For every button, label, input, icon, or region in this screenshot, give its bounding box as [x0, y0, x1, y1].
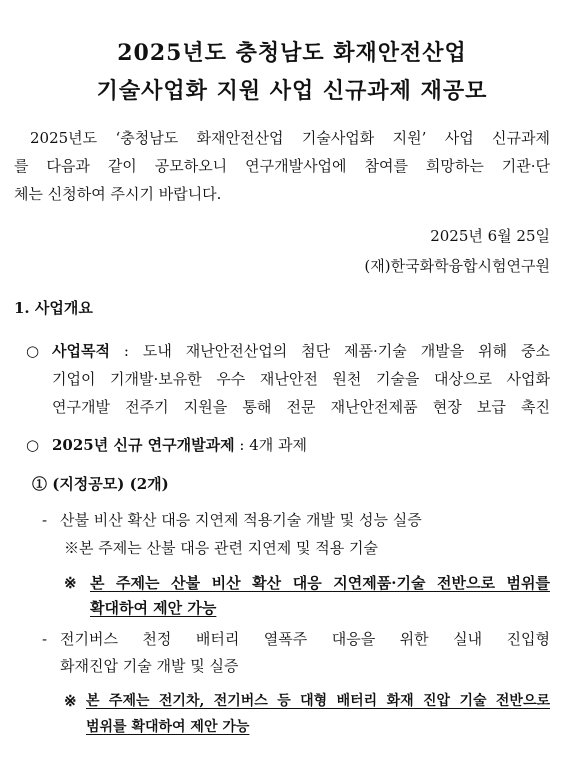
- item2-emphasis-line-1: 본 주제는 전기차, 전기버스 등 대형 배터리 화재 진압 기술 전반으로: [86, 693, 550, 709]
- item2-emphasis-line-2: 범위를 확대하여 제안 가능: [86, 719, 250, 735]
- tasks-line: [52, 435, 307, 455]
- purpose-text: : 도내 재난안전산업의 첨단 제품·기술 개발을 위해 중소: [109, 342, 550, 360]
- item1-dash: -: [42, 511, 48, 529]
- title-line-1: 2025년도 충청남도 화재안전산업: [117, 40, 467, 66]
- tasks-bullet: ○: [26, 436, 40, 454]
- item1-title: 산불 비산 확산 대응 지연제 적용기술 개발 및 성능 실증: [60, 511, 422, 529]
- item2-title-line-2: 화재진압 기술 개발 및 실증: [60, 657, 239, 675]
- item2-dash: -: [42, 630, 48, 648]
- announcement-date: 2025년 6월 25일: [430, 227, 550, 245]
- purpose-line-1: [52, 341, 550, 361]
- item1-emphasis-line-2: 확대하여 제안 가능: [90, 599, 217, 617]
- tasks-label: 2025년 신규 연구개발과제: [52, 436, 235, 454]
- item1-emphasis-mark: ※: [64, 574, 77, 592]
- item2-emphasis-mark: ※: [64, 692, 77, 710]
- intro-line-2: 를 다음과 같이 공모하오니 연구개발사업에 참여를 희망하는 기관·단: [14, 157, 550, 175]
- purpose-line-2: 기업이 기개발·보유한 우수 재난안전 원천 기술을 대상으로 사업화: [52, 370, 550, 388]
- title-line-2: 기술사업화 지원 사업 신규과제 재공모: [96, 78, 488, 104]
- organization-name: (재)한국화학융합시험연구원: [364, 257, 550, 275]
- item2-title-line-1: 전기버스 천정 배터리 열폭주 대응을 위한 실내 진입형: [60, 630, 550, 648]
- section-heading: 1. 사업개요: [14, 299, 93, 317]
- intro-line-3: 체는 신청하여 주시기 바랍니다.: [14, 185, 222, 203]
- purpose-label: 사업목적: [52, 342, 110, 360]
- designated-label: ① (지정공모) (2개): [32, 475, 169, 493]
- item1-emphasis-line-1: 본 주제는 산불 비산 확산 대응 지연제품·기술 전반으로 범위를: [90, 574, 550, 592]
- purpose-bullet: ○: [26, 342, 40, 360]
- tasks-count: : 4개 과제: [234, 436, 307, 454]
- intro-line-1: 2025년도 ‘충청남도 화재안전산업 기술사업화 지원’ 사업 신규과제: [30, 129, 550, 147]
- item1-note: ※본 주제는 산불 대응 관련 지연제 및 적용 기술: [64, 539, 378, 557]
- purpose-line-3: 연구개발 전주기 지원을 통해 전문 재난안전제품 현장 보급 촉진: [52, 398, 550, 416]
